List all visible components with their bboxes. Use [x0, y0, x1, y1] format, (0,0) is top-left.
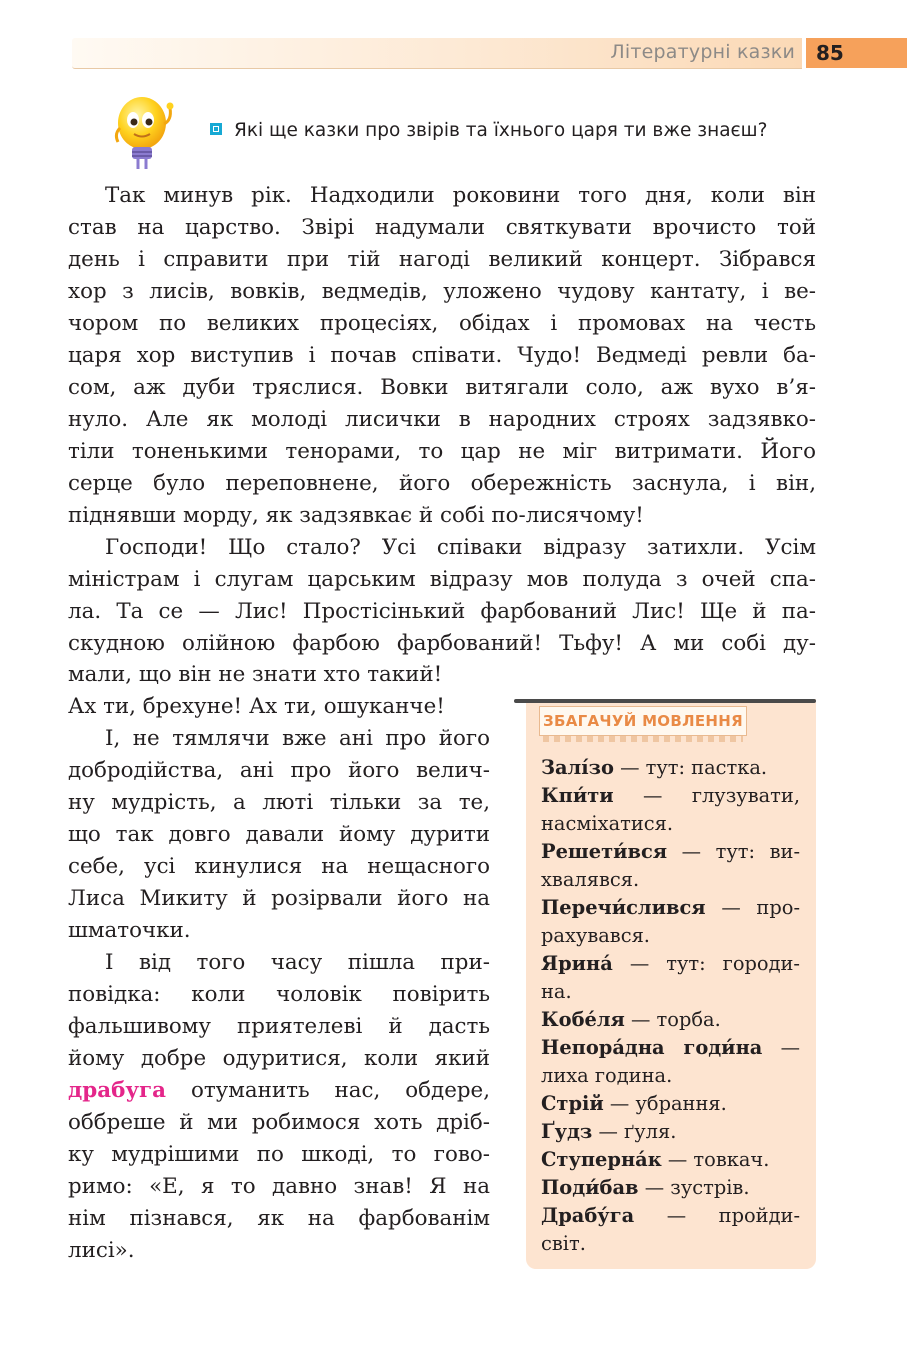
text-line: царя хор виступив і почав співати. Чудо! Ведмеді ревли ба- [68, 343, 816, 368]
glossary-definition: — зустрів. [638, 1176, 750, 1199]
text-line: нім пізнався, як на фарбованім [68, 1206, 490, 1231]
glossary-line [541, 838, 800, 866]
text-line: добродійства, ані про його велич- [68, 758, 490, 783]
text-line: серце було переповнене, його обережність заснула, і він, [68, 471, 816, 496]
glossary-term: Поди́бав [541, 1176, 639, 1199]
text-line: І від того часу пішла при- [105, 950, 490, 975]
glossary-term: Стрій [541, 1092, 604, 1115]
glossary-entry [541, 1174, 800, 1202]
glossary-definition: світ. [541, 1232, 586, 1255]
text-line: лисі». [68, 1238, 135, 1263]
glossary-line [541, 1006, 800, 1034]
text-line: оббреше й ми робимося хоть дріб- [68, 1110, 490, 1135]
glossary-entry [541, 782, 800, 838]
glossary-definition: — торба. [624, 1008, 721, 1031]
section-title: Літературні казки [610, 41, 795, 63]
glossary-line [541, 1090, 800, 1118]
glossary-definition: насміхатися. [541, 812, 674, 835]
text-line: ла. Та се — Лис! Простісінький фарбований Лис! Ще й па- [68, 599, 816, 624]
glossary-term: Кпи́ти [541, 784, 614, 807]
text-line: міністрам і слугам царським відразу мов полуда з очей спа- [68, 567, 816, 592]
glossary-definition: на. [541, 980, 572, 1003]
glossary-line [541, 1202, 800, 1230]
text-line: шматочки. [68, 918, 191, 943]
glossary-entry [541, 1006, 800, 1034]
glossary-definition: — товкач. [661, 1148, 770, 1171]
text-line: повідка: коли чоловік повірить [68, 982, 490, 1007]
glossary-entry [541, 1118, 800, 1146]
paragraph-2 [68, 532, 816, 660]
question-prompt [210, 120, 830, 141]
glossary-definition: рахувався. [541, 924, 650, 947]
text-fragment: отуманить нас, обдере, [166, 1078, 490, 1103]
text-line: сом, аж дуби тряслися. Вовки витягали соло, аж вухо в’я- [68, 375, 816, 400]
glossary-tag-fringe [543, 736, 743, 742]
glossary-entry [541, 1202, 800, 1258]
glossary-term: Непора́дна годи́на [541, 1036, 763, 1059]
text-line [68, 1075, 490, 1107]
paragraph-2-tail [68, 659, 490, 723]
question-text: Які ще казки про звірів та їхнього царя ти вже знаєш? [234, 120, 768, 141]
text-line: фальшивому приятелеві й дасть [68, 1014, 490, 1039]
glossary-line [541, 782, 800, 810]
glossary-entry [541, 1034, 800, 1090]
glossary-entry [541, 894, 800, 950]
text-line: Так минув рік. Надходили роковини того дня, коли він [105, 183, 816, 208]
text-line: Ах ти, брехуне! Ах ти, ошуканче! [68, 694, 445, 719]
glossary-entry [541, 754, 800, 782]
glossary-line [541, 950, 800, 978]
glossary-line [541, 1118, 800, 1146]
text-line: ну мудрість, а люті тільки за те, [68, 790, 490, 815]
square-bullet-icon [210, 123, 222, 135]
glossary-title: ЗБАГАЧУЙ МОВЛЕННЯ [543, 712, 743, 730]
page-number: 85 [806, 38, 907, 68]
glossary-term: Ґудз [541, 1120, 593, 1143]
glossary-line [541, 894, 800, 922]
glossary-definition: — пройди- [634, 1204, 800, 1227]
text-line: тіли тоненькими тенорами, то цар не міг витримати. Його [68, 439, 816, 464]
text-line: день і справити при тій нагоді великий концерт. Зібрався [68, 247, 816, 272]
paragraph-4 [68, 947, 490, 1267]
glossary-definition: — тут: городи- [612, 952, 800, 975]
glossary-definition: — [762, 1036, 800, 1059]
story-text-top [68, 180, 816, 660]
glossary-term: Кобе́ля [541, 1008, 625, 1031]
text-line: хор з лисів, вовків, ведмедів, уложено чудову кантату, і ве- [68, 279, 816, 304]
text-line: нуло. Але як молоді лисички в народних строях задзявко- [68, 407, 816, 432]
glossary-line [541, 1034, 800, 1062]
glossary-definition: хвалявся. [541, 868, 640, 891]
text-line: чором по великих процесіях, обідах і промовах на честь [68, 311, 816, 336]
glossary-line [541, 1174, 800, 1202]
lightbulb-mascot-icon [112, 94, 190, 174]
glossary-term: Решети́вся [541, 840, 668, 863]
text-line: ку мудрішими по шкоді, то гово- [68, 1142, 490, 1167]
text-line: себе, усі кинулися на нещасного [68, 854, 490, 879]
text-line: скудною олійною фарбою фарбований! Тьфу! А ми собі ду- [68, 631, 816, 656]
glossary-term: Ступерна́к [541, 1148, 662, 1171]
text-line: йому добре одуритися, коли який [68, 1046, 490, 1071]
text-line: римо: «Е, я то давно знав! Я на [68, 1174, 490, 1199]
glossary-entry [541, 1090, 800, 1118]
glossary-top-rule [514, 699, 816, 703]
glossary-definition: — тут: пастка. [613, 756, 768, 779]
text-line: що так довго давали йому дурити [68, 822, 490, 847]
paragraph-3 [68, 723, 490, 947]
text-line: став на царство. Звірі надумали святкувати врочисто той [68, 215, 816, 240]
text-line: піднявши морду, як задзявкає й собі по-лисячому! [68, 503, 644, 528]
text-line: І, не тямлячи вже ані про його [105, 726, 490, 751]
highlighted-word: драбуга [68, 1078, 167, 1103]
glossary-definition: — глузувати, [613, 784, 800, 807]
glossary-entry [541, 838, 800, 894]
glossary-term: Перечи́слився [541, 896, 706, 919]
glossary-term: Ярина́ [541, 952, 613, 975]
glossary-title-tag [539, 706, 747, 736]
glossary-term: Драбу́га [541, 1204, 635, 1227]
text-line: мали, що він не знати хто такий! [68, 662, 443, 687]
glossary-definition: — убрання. [603, 1092, 727, 1115]
glossary-entry [541, 1146, 800, 1174]
glossary-line [541, 1146, 800, 1174]
glossary-definition: — ґуля. [592, 1120, 677, 1143]
text-line: Лиса Микиту й розірвали його на [68, 886, 490, 911]
glossary-entry [541, 950, 800, 1006]
glossary-definition: — про- [705, 896, 800, 919]
story-text-left-column [68, 659, 490, 1267]
glossary-term: Залі́зо [541, 756, 614, 779]
text-line: Господи! Що стало? Усі співаки відразу затихли. Усім [105, 535, 816, 560]
glossary-list [541, 754, 800, 1258]
glossary-definition: лиха година. [541, 1064, 673, 1087]
paragraph-1 [68, 180, 816, 532]
glossary-definition: — тут: ви- [667, 840, 800, 863]
glossary-line [541, 754, 800, 782]
